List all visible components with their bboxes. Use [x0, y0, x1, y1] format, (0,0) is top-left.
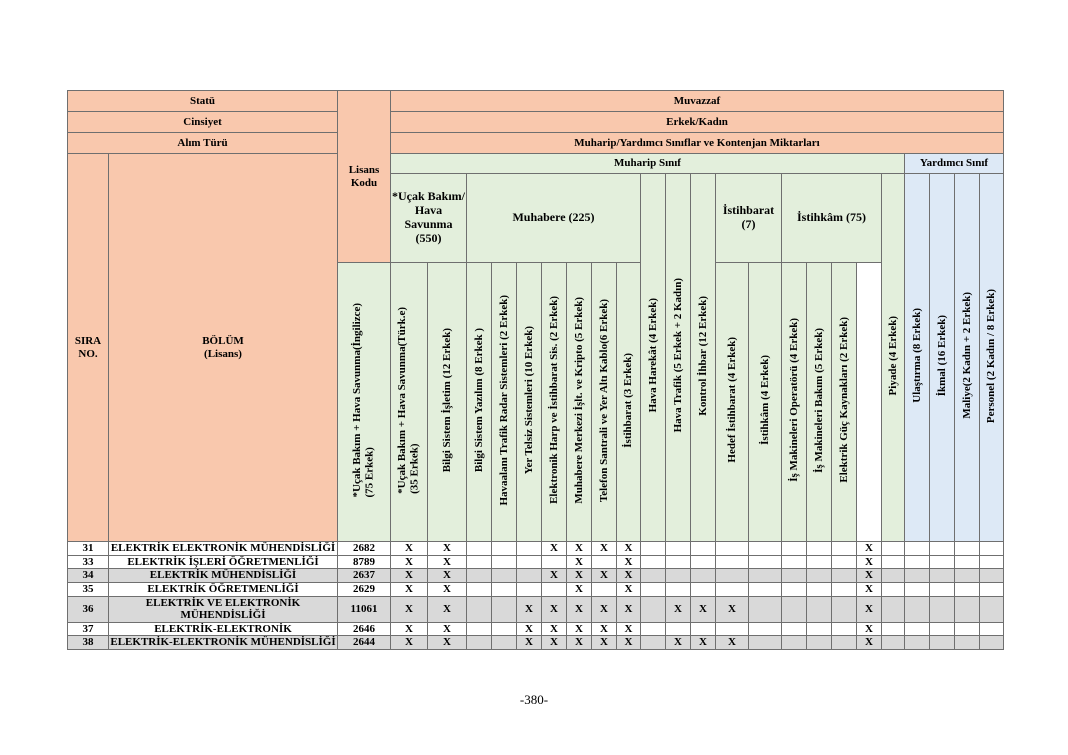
row-mark-cell: X	[428, 596, 467, 622]
row-mark-cell	[807, 596, 832, 622]
row-mark-cell: X	[391, 622, 428, 636]
row-mark-cell	[955, 569, 980, 583]
row-mark-cell	[905, 542, 930, 556]
row-mark-cell	[882, 569, 905, 583]
col-header-7	[542, 263, 567, 542]
col-label-19: Piyade (4 Erkek)	[886, 315, 899, 396]
cinsiyet-value: Erkek/Kadın	[391, 112, 1004, 133]
row-lisans-kodu: 11061	[338, 596, 391, 622]
row-mark-cell: X	[542, 636, 567, 650]
row-mark-cell: X	[391, 636, 428, 650]
col-label-22: Maliye(2 Kadın + 2 Erkek)	[960, 292, 973, 419]
col-header-19	[882, 174, 905, 542]
row-mark-cell: X	[391, 596, 428, 622]
table-row	[68, 582, 1004, 596]
row-bolum: ELEKTRİK VE ELEKTRONİK MÜHENDİSLİĞİ	[109, 596, 338, 622]
row-mark-cell	[980, 542, 1004, 556]
quota-table	[67, 90, 1004, 650]
col-header-11	[666, 174, 691, 542]
row-mark-cell	[832, 622, 857, 636]
col-header-21	[930, 174, 955, 542]
row-mark-cell	[807, 542, 832, 556]
row-mark-cell	[930, 622, 955, 636]
row-mark-cell	[807, 582, 832, 596]
row-mark-cell	[542, 555, 567, 569]
row-bolum: ELEKTRİK-ELEKTRONİK MÜHENDİSLİĞİ	[110, 636, 336, 649]
row-mark-cell	[807, 555, 832, 569]
row-mark-cell: X	[517, 636, 542, 650]
row-mark-cell: X	[857, 596, 882, 622]
row-mark-cell: X	[428, 622, 467, 636]
row-mark-cell	[641, 569, 666, 583]
table-row	[68, 542, 1004, 556]
col-header-17	[807, 263, 832, 542]
row-lisans-kodu: 2682	[338, 542, 391, 556]
lisans-kodu-header	[338, 91, 391, 263]
col-label-1	[351, 303, 376, 498]
sira-no-header: SIRA NO.	[68, 154, 109, 542]
col-label-10: Hava Harekât (4 Erkek)	[646, 298, 659, 413]
col-label-15: İstihkâm (4 Erkek)	[758, 355, 771, 446]
row-bolum: ELEKTRİK MÜHENDİSLİĞİ	[109, 569, 338, 583]
row-mark-cell	[492, 636, 517, 650]
row-mark-cell	[905, 555, 930, 569]
row-mark-cell	[832, 636, 857, 650]
row-mark-cell: X	[666, 596, 691, 622]
row-mark-cell: X	[567, 582, 592, 596]
row-mark-cell	[955, 582, 980, 596]
row-mark-cell: X	[542, 596, 567, 622]
row-mark-cell	[980, 555, 1004, 569]
row-mark-cell: X	[691, 596, 716, 622]
col-label-13: İstihbarat (3 Erkek)	[622, 352, 635, 448]
row-mark-cell: X	[567, 542, 592, 556]
row-mark-cell	[467, 569, 492, 583]
col-label-5: Havaalanı Trafik Radar Sistemleri (2 Erkek)	[497, 294, 510, 506]
row-mark-cell	[666, 555, 691, 569]
row-mark-cell	[641, 622, 666, 636]
row-mark-cell: X	[716, 636, 749, 650]
row-mark-cell: X	[592, 622, 617, 636]
row-sira-no: 35	[68, 582, 109, 596]
row-mark-cell	[955, 596, 980, 622]
row-mark-cell: X	[428, 636, 467, 650]
col-label-12: Kontrol İhbar (12 Erkek)	[696, 295, 709, 416]
row-mark-cell	[666, 542, 691, 556]
row-mark-cell	[882, 542, 905, 556]
table-row	[68, 555, 1004, 569]
col-header-8	[567, 263, 592, 542]
row-mark-cell	[905, 582, 930, 596]
row-mark-cell: X	[592, 569, 617, 583]
col-label-8: Muhabere Merkezi İşlt. ve Kripto (5 Erkek)	[572, 296, 585, 504]
yardimci-sinif-header: Yardımcı Sınıf	[905, 154, 1004, 174]
row-mark-cell	[641, 542, 666, 556]
row-mark-cell: X	[391, 569, 428, 583]
col-header-12	[691, 174, 716, 542]
row-mark-cell	[905, 636, 930, 650]
row-mark-cell	[905, 622, 930, 636]
row-bolum: ELEKTRİK ELEKTRONİK MÜHENDİSLİĞİ	[109, 542, 338, 556]
row-mark-cell: X	[428, 582, 467, 596]
row-mark-cell	[517, 582, 542, 596]
row-mark-cell	[492, 582, 517, 596]
row-mark-cell	[517, 569, 542, 583]
col-label-14: Hedef İstihbarat (4 Erkek)	[725, 337, 738, 463]
row-mark-cell	[666, 569, 691, 583]
col-header-3	[428, 263, 467, 542]
row-mark-cell: X	[567, 596, 592, 622]
row-bolum: ELEKTRİK-ELEKTRONİK	[109, 622, 338, 636]
row-mark-cell	[980, 622, 1004, 636]
row-mark-cell: X	[857, 569, 882, 583]
row-mark-cell: X	[617, 596, 641, 622]
col-label-11: Hava Trafik (5 Erkek + 2 Kadın)	[671, 278, 684, 433]
row-mark-cell	[832, 596, 857, 622]
row-mark-cell	[782, 569, 807, 583]
row-mark-cell: X	[428, 542, 467, 556]
row-mark-cell	[691, 569, 716, 583]
row-mark-cell	[882, 596, 905, 622]
row-mark-cell	[782, 636, 807, 650]
alim-turu-value: Muharip/Yardımcı Sınıflar ve Kontenjan Miktarları	[391, 133, 1004, 154]
row-mark-cell: X	[567, 636, 592, 650]
row-mark-cell	[641, 596, 666, 622]
row-mark-cell: X	[617, 569, 641, 583]
row-mark-cell: X	[857, 555, 882, 569]
row-mark-cell	[467, 636, 492, 650]
col-label-23: Personel (2 Kadın / 8 Erkek)	[985, 288, 998, 423]
row-mark-cell	[882, 636, 905, 650]
muharip-sinif-header: Muharip Sınıf	[391, 154, 905, 174]
row-mark-cell	[832, 582, 857, 596]
row-mark-cell: X	[592, 596, 617, 622]
row-lisans-kodu: 2646	[338, 622, 391, 636]
col-header-23	[980, 174, 1004, 542]
row-lisans-kodu: 2637	[338, 569, 391, 583]
col-header-14	[716, 263, 749, 542]
row-mark-cell: X	[542, 622, 567, 636]
row-mark-cell: X	[391, 582, 428, 596]
row-lisans-kodu: 2644	[338, 636, 391, 650]
row-mark-cell	[955, 622, 980, 636]
row-mark-cell: X	[592, 636, 617, 650]
row-mark-cell	[980, 582, 1004, 596]
row-mark-cell	[905, 596, 930, 622]
row-mark-cell: X	[542, 569, 567, 583]
row-mark-cell	[542, 582, 567, 596]
row-mark-cell: X	[391, 555, 428, 569]
col-header-2	[391, 263, 428, 542]
col-label-2	[396, 307, 421, 494]
col-label-17: İş Makineleri Bakım (5 Erkek)	[812, 327, 825, 473]
row-mark-cell: X	[857, 636, 882, 650]
statu-label: Statü	[68, 91, 338, 112]
row-mark-cell	[641, 582, 666, 596]
row-mark-cell	[716, 569, 749, 583]
row-bolum: ELEKTRİK İŞLERİ ÖĞRETMENLİĞİ	[109, 555, 338, 569]
row-mark-cell: X	[428, 555, 467, 569]
col-label-18: Elektrik Güç Kaynakları (2 Erkek)	[837, 317, 850, 483]
col-label-9: Telefon Santrali ve Yer Altı Kablo(6 Erkek)	[597, 298, 610, 502]
row-mark-cell	[691, 582, 716, 596]
row-mark-cell	[716, 622, 749, 636]
row-mark-cell: X	[428, 569, 467, 583]
bolum-header	[109, 154, 338, 542]
col-label-16: İş Makineleri Operatörü (4 Erkek)	[787, 318, 800, 483]
row-mark-cell	[782, 622, 807, 636]
row-mark-cell	[955, 542, 980, 556]
row-mark-cell	[832, 569, 857, 583]
row-mark-cell: X	[567, 569, 592, 583]
row-mark-cell	[666, 582, 691, 596]
ucak-bakim-group-header: *Uçak Bakım/ Hava Savunma (550)	[391, 174, 467, 263]
row-mark-cell: X	[666, 636, 691, 650]
col-label-3: Bilgi Sistem İşletim (12 Erkek)	[440, 328, 453, 473]
row-mark-cell	[467, 555, 492, 569]
row-mark-cell	[930, 555, 955, 569]
col-label-1-line2: (75 Erkek)	[364, 447, 376, 498]
row-mark-cell	[782, 582, 807, 596]
row-mark-cell	[980, 596, 1004, 622]
row-sira-no: 33	[68, 555, 109, 569]
row-mark-cell	[666, 622, 691, 636]
row-mark-cell: X	[592, 542, 617, 556]
col-header-13	[617, 263, 641, 542]
row-mark-cell	[955, 636, 980, 650]
row-mark-cell	[467, 596, 492, 622]
row-mark-cell: X	[542, 542, 567, 556]
row-mark-cell	[592, 555, 617, 569]
col-label-4: Bilgi Sistem Yazılım (8 Erkek )	[472, 328, 485, 473]
row-mark-cell	[517, 542, 542, 556]
bolum-title: BÖLÜM	[202, 334, 244, 347]
col-header-16	[782, 263, 807, 542]
row-mark-cell	[749, 542, 782, 556]
cinsiyet-label: Cinsiyet	[68, 112, 338, 133]
col-header-9	[592, 263, 617, 542]
col-header-6	[517, 263, 542, 542]
row-mark-cell	[807, 622, 832, 636]
table-row	[68, 622, 1004, 636]
row-mark-cell	[517, 555, 542, 569]
col-label-20: Ulaştırma (8 Erkek)	[910, 308, 923, 404]
row-mark-cell	[641, 636, 666, 650]
row-mark-cell	[782, 542, 807, 556]
row-lisans-kodu: 8789	[338, 555, 391, 569]
col-label-1-line1: *Uçak Bakım + Hava Savunma(İngilizce)	[351, 302, 364, 498]
row-mark-cell	[467, 582, 492, 596]
row-mark-cell	[980, 636, 1004, 650]
row-mark-cell	[716, 555, 749, 569]
row-lisans-kodu: 2629	[338, 582, 391, 596]
row-mark-cell	[592, 582, 617, 596]
col-header-10	[641, 174, 666, 542]
row-sira-no: 36	[68, 596, 109, 622]
row-mark-cell	[492, 555, 517, 569]
lisans-kodu-text: Lisans Kodu	[348, 163, 380, 189]
row-mark-cell	[492, 622, 517, 636]
row-mark-cell: X	[617, 622, 641, 636]
row-mark-cell	[807, 636, 832, 650]
row-mark-cell	[749, 636, 782, 650]
col-header-18	[832, 263, 857, 542]
row-mark-cell: X	[517, 596, 542, 622]
col-label-7: Elektronik Harp ve İstihbarat Sis. (2 Erkek)	[547, 296, 560, 505]
row-mark-cell	[930, 596, 955, 622]
row-mark-cell	[955, 555, 980, 569]
row-mark-cell	[492, 569, 517, 583]
istihkam-group-header: İstihkâm (75)	[782, 174, 882, 263]
row-mark-cell	[782, 555, 807, 569]
row-mark-cell: X	[567, 555, 592, 569]
row-mark-cell	[691, 555, 716, 569]
row-mark-cell	[807, 569, 832, 583]
row-mark-cell: X	[691, 636, 716, 650]
row-mark-cell	[905, 569, 930, 583]
row-mark-cell: X	[857, 542, 882, 556]
row-mark-cell: X	[716, 596, 749, 622]
row-mark-cell	[832, 542, 857, 556]
row-mark-cell	[641, 555, 666, 569]
row-sira-no: 34	[68, 569, 109, 583]
istihbarat-group-header: İstihbarat (7)	[716, 174, 782, 263]
row-mark-cell	[930, 542, 955, 556]
row-mark-cell	[691, 542, 716, 556]
row-sira-no: 37	[68, 622, 109, 636]
col-label-2-line2: (35 Erkek)	[409, 443, 421, 494]
row-mark-cell	[691, 622, 716, 636]
muhabere-group-header: Muhabere (225)	[467, 174, 641, 263]
row-mark-cell	[467, 542, 492, 556]
row-mark-cell	[492, 542, 517, 556]
col-label-21: İkmal (16 Erkek)	[935, 315, 948, 397]
col-header-5	[492, 263, 517, 542]
row-mark-cell	[980, 569, 1004, 583]
row-mark-cell: X	[517, 622, 542, 636]
row-mark-cell	[749, 555, 782, 569]
row-sira-no: 31	[68, 542, 109, 556]
row-mark-cell	[749, 596, 782, 622]
table-row	[68, 636, 1004, 650]
row-mark-cell: X	[617, 542, 641, 556]
row-mark-cell	[782, 596, 807, 622]
col-header-20	[905, 174, 930, 542]
row-bolum: ELEKTRİK ÖĞRETMENLİĞİ	[109, 582, 338, 596]
alim-turu-label: Alım Türü	[68, 133, 338, 154]
row-sira-no: 38	[68, 636, 109, 650]
row-mark-cell	[716, 542, 749, 556]
col-header-1	[338, 263, 391, 542]
row-mark-cell: X	[567, 622, 592, 636]
row-mark-cell	[930, 569, 955, 583]
row-mark-cell	[832, 555, 857, 569]
col-label-2-line1: *Uçak Bakım + Hava Savunma(Türk.e)	[396, 306, 409, 494]
col-header-15	[749, 263, 782, 542]
row-mark-cell	[882, 582, 905, 596]
row-mark-cell: X	[617, 582, 641, 596]
table-row	[68, 569, 1004, 583]
col-header-4	[467, 263, 492, 542]
statu-value: Muvazzaf	[391, 91, 1004, 112]
row-mark-cell	[467, 622, 492, 636]
table-row	[68, 596, 1004, 622]
row-mark-cell: X	[857, 622, 882, 636]
page-number: -380-	[519, 692, 549, 707]
col-label-6: Yer Telsiz Sistemleri (10 Erkek)	[522, 326, 535, 475]
row-mark-cell	[749, 622, 782, 636]
row-mark-cell: X	[617, 555, 641, 569]
row-mark-cell: X	[617, 636, 641, 650]
row-mark-cell	[749, 569, 782, 583]
row-mark-cell	[930, 636, 955, 650]
row-mark-cell	[716, 582, 749, 596]
row-mark-cell	[749, 582, 782, 596]
row-mark-cell: X	[391, 542, 428, 556]
row-mark-cell	[882, 622, 905, 636]
col-header-22	[955, 174, 980, 542]
row-mark-cell	[930, 582, 955, 596]
row-mark-cell: X	[857, 582, 882, 596]
row-mark-cell	[492, 596, 517, 622]
bolum-subtitle: (Lisans)	[204, 347, 242, 360]
row-mark-cell	[882, 555, 905, 569]
